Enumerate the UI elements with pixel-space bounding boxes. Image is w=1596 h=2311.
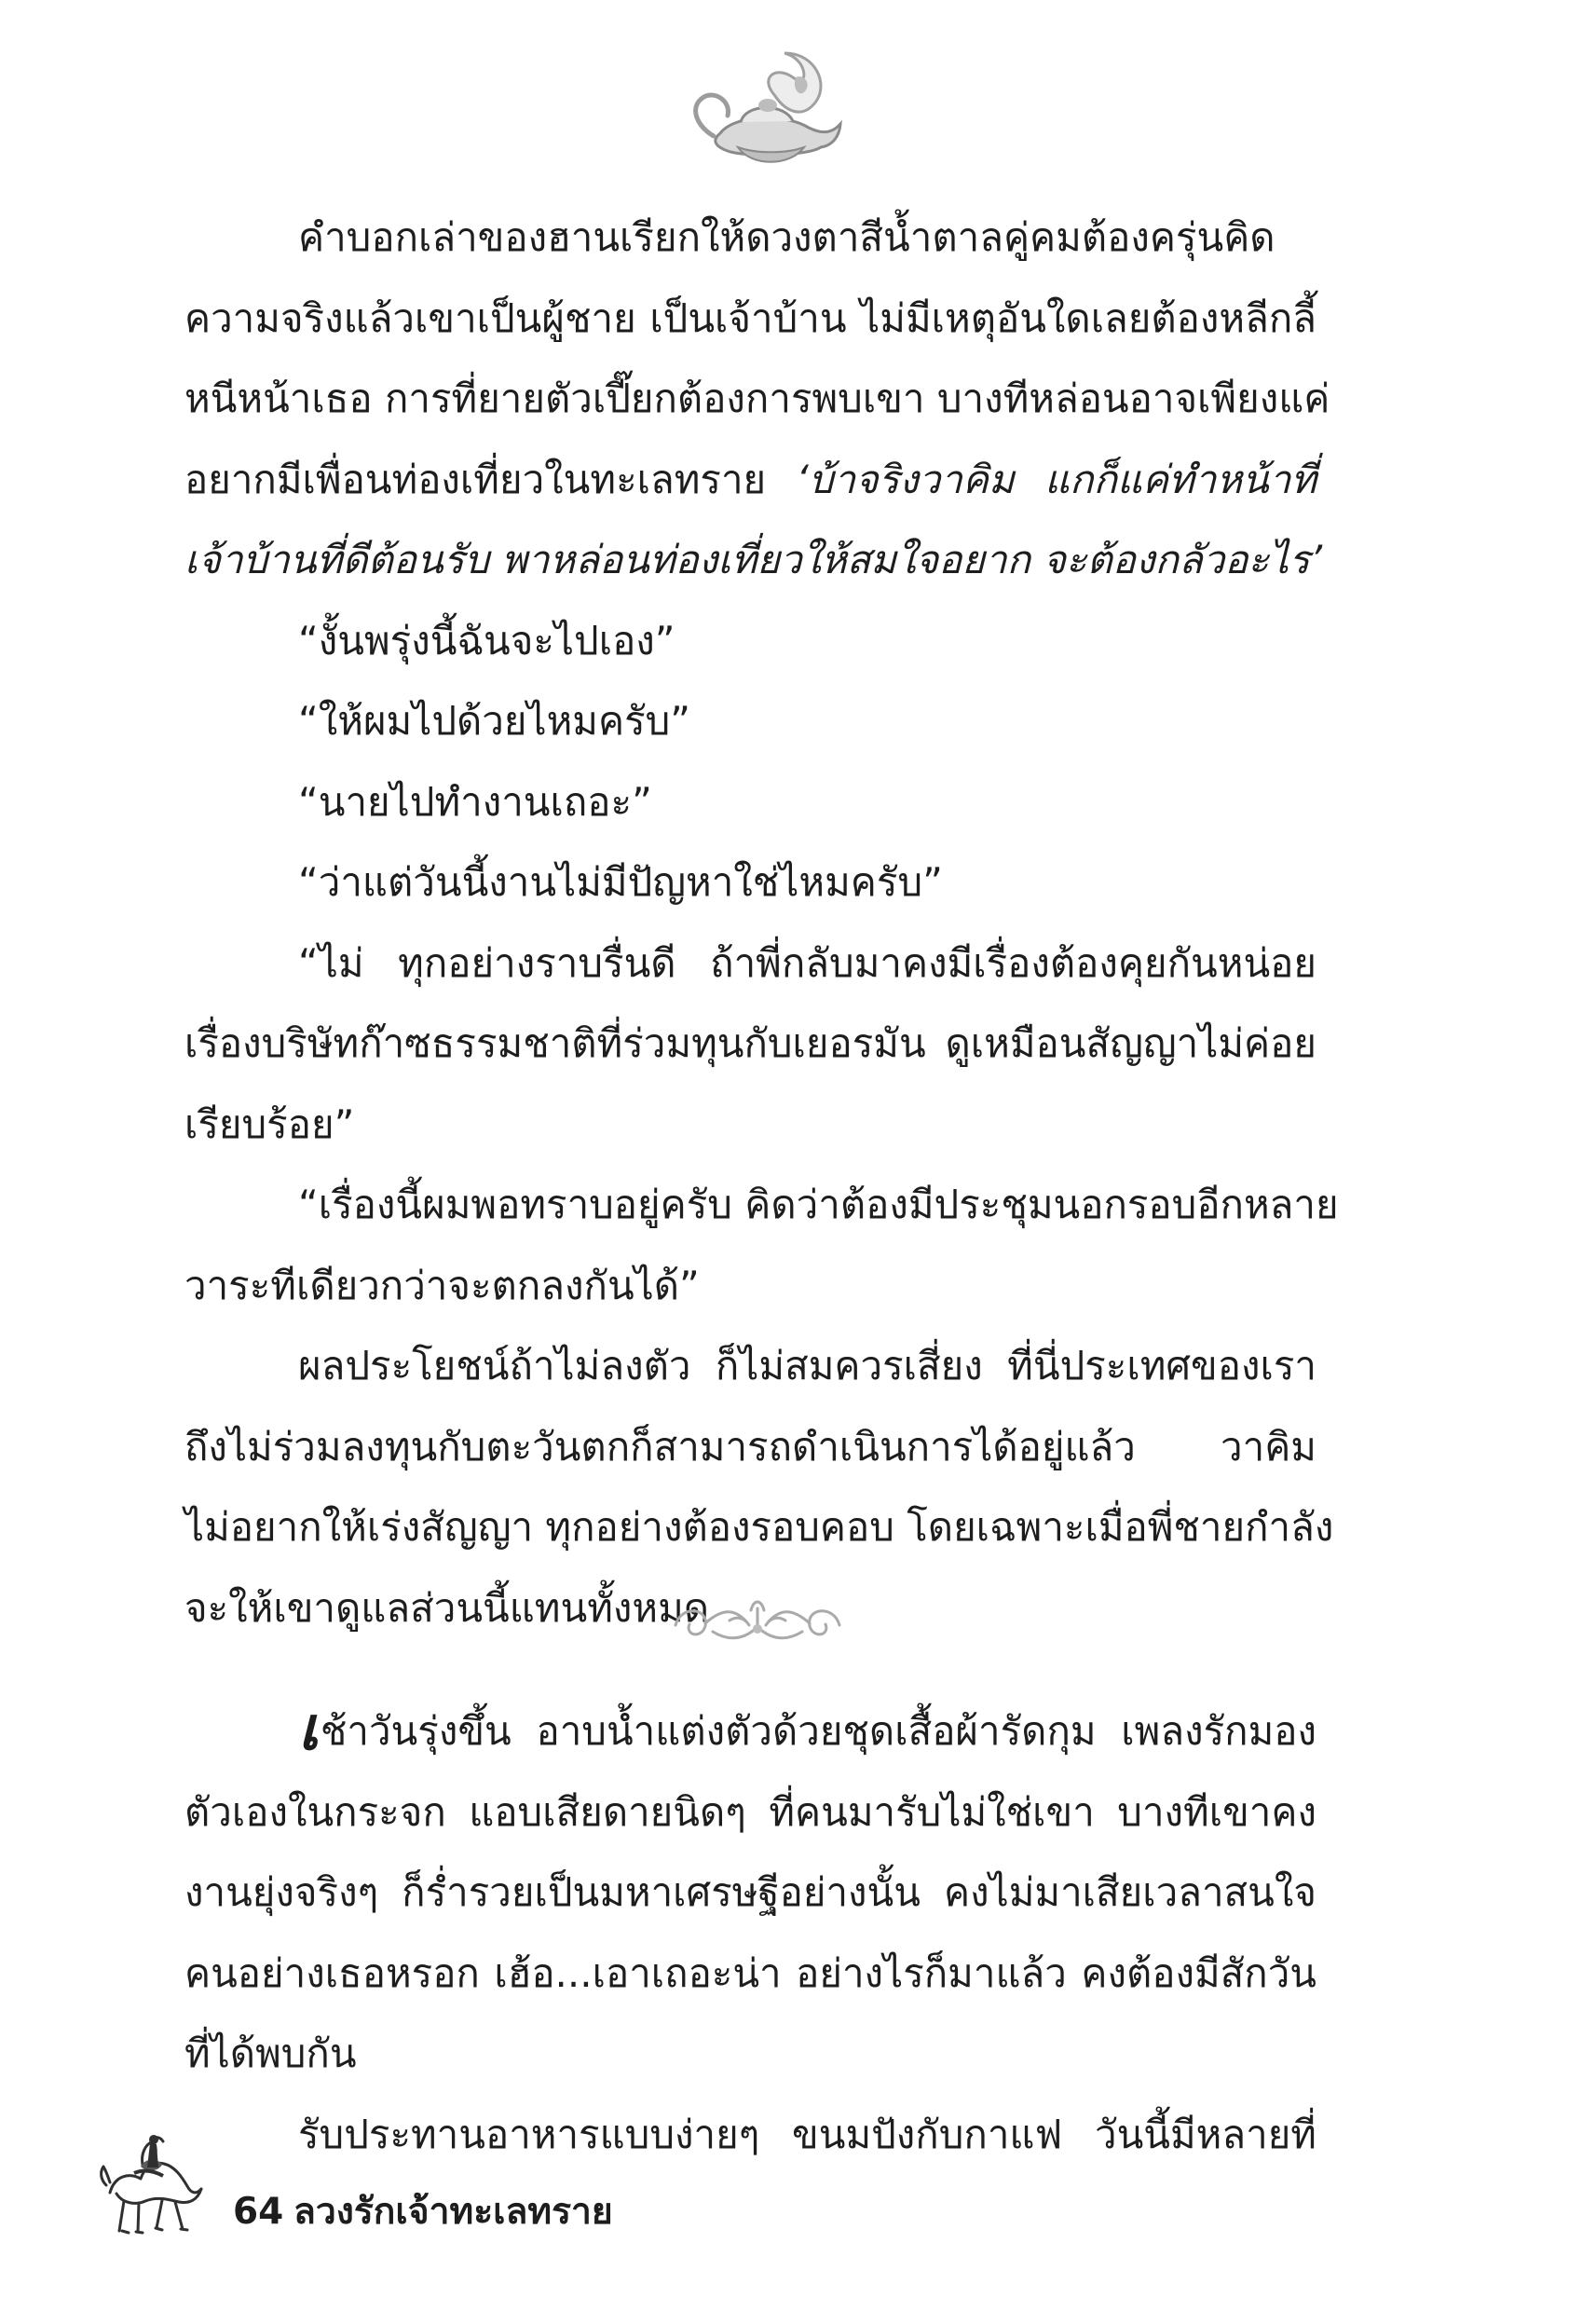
italic-thought-line: เจ้าบ้านที่ดีต้อนรับ พาหล่อนท่องเที่ยวให้สมใจอยาก จะต้องกลัวอะไร’ — [184, 537, 1323, 582]
section-first-line — [184, 1691, 1316, 1772]
dialog-line: “ว่าแต่วันนี้งานไม่มีปัญหาใช่ไหมครับ” — [298, 859, 943, 905]
text-line: ผลประโยชน์ถ้าไม่ลงตัว ก็ไม่สมควรเสี่ยง ที่นี่ประเทศของเรา — [298, 1343, 1316, 1388]
text-line-segment: อยากมีเพื่อนท่องเที่ยวในทะเลทราย — [184, 456, 767, 502]
scroll-ornament-icon — [664, 1592, 851, 1648]
dialog-line: “เรื่องนี้ผมพอทราบอยู่ครับ คิดว่าต้องมีประชุมนอกรอบอีกหลาย — [298, 1182, 1339, 1227]
text-line: ความจริงแล้วเขาเป็นผู้ชาย เป็นเจ้าบ้าน ไม่มีเหตุอันใดเลยต้องหลีกลี้ — [184, 294, 1316, 341]
text-line: เรียบร้อย” — [184, 1101, 355, 1147]
text-line: ไม่อยากให้เร่งสัญญา ทุกอย่างต้องรอบคอบ โดยเฉพาะเมื่อพี่ชายกำลัง — [184, 1504, 1334, 1550]
text-line: ถึงไม่ร่วมลงทุนกับตะวันตกก็สามารถดำเนินการได้อยู่แล้ว วาคิม — [184, 1423, 1316, 1470]
dialog-line: “ไม่ ทุกอย่างราบรื่นดี ถ้าพี่กลับมาคงมีเรื่องต้องคุยกันหน่อย — [298, 939, 1316, 986]
page-number: 64 — [233, 2191, 284, 2233]
text-line: คำบอกเล่าของฮานเรียกให้ดวงตาสีน้ำตาลคู่คมต้องครุ่นคิด — [298, 214, 1275, 260]
drop-cap: เ — [298, 1694, 319, 1764]
text-line: จะให้เขาดูแลส่วนนี้แทนทั้งหมด — [184, 1584, 710, 1631]
magic-lamp-icon — [680, 51, 848, 172]
text-line: หนีหน้าเธอ การที่ยายตัวเปี๊ยกต้องการพบเขา บางทีหล่อนอาจเพียงแค่ — [184, 376, 1330, 421]
dialog-line: “นายไปทำงานเถอะ” — [298, 778, 652, 825]
text-line: ตัวเองในกระจก แอบเสียดายนิดๆ ที่คนมารับไม่ใช่เขา บางทีเขาคง — [184, 1788, 1316, 1835]
section-paragraph-block — [184, 1691, 1316, 2175]
text-line: วาระทีเดียวกว่าจะตกลงกันได้” — [184, 1262, 700, 1308]
text-line — [184, 440, 1316, 521]
main-paragraph-block — [184, 198, 1339, 1648]
text-line: ที่ได้พบกัน — [184, 2031, 357, 2076]
text-line: รับประทานอาหารแบบง่ายๆ ขนมปังกับกาแฟ วันนี้มีหลายที่ — [298, 2111, 1316, 2157]
text-line: เรื่องบริษัทก๊าซธรรมชาติที่ร่วมทุนกับเยอรมัน ดูเหมือนสัญญาไม่ค่อย — [184, 1020, 1316, 1066]
dialog-line: “ให้ผมไปด้วยไหมครับ” — [298, 698, 691, 744]
book-title: ลวงรักเจ้าทะเลทราย — [293, 2191, 613, 2233]
page-footer — [93, 2132, 613, 2244]
text-line: คนอย่างเธอหรอก เฮ้อ...เอาเถอะน่า อย่างไรก็มาแล้ว คงต้องมีสักวัน — [184, 1949, 1316, 1996]
italic-thought: ‘บ้าจริงวาคิม แกก็แค่ทำหน้าที่ — [796, 456, 1316, 502]
text-line: งานยุ่งจริงๆ ก็ร่ำรวยเป็นมหาเศรษฐีอย่างนั้น คงไม่มาเสียเวลาสนใจ — [184, 1869, 1316, 1915]
first-line-rest: ช้าวันรุ่งขึ้น อาบน้ำแต่งตัวด้วยชุดเสื้อผ้ารัดกุม เพลงรักมอง — [320, 1708, 1316, 1754]
camel-rider-icon — [93, 2132, 207, 2242]
dialog-line: “งั้นพรุ่งนี้ฉันจะไปเอง” — [298, 617, 675, 663]
